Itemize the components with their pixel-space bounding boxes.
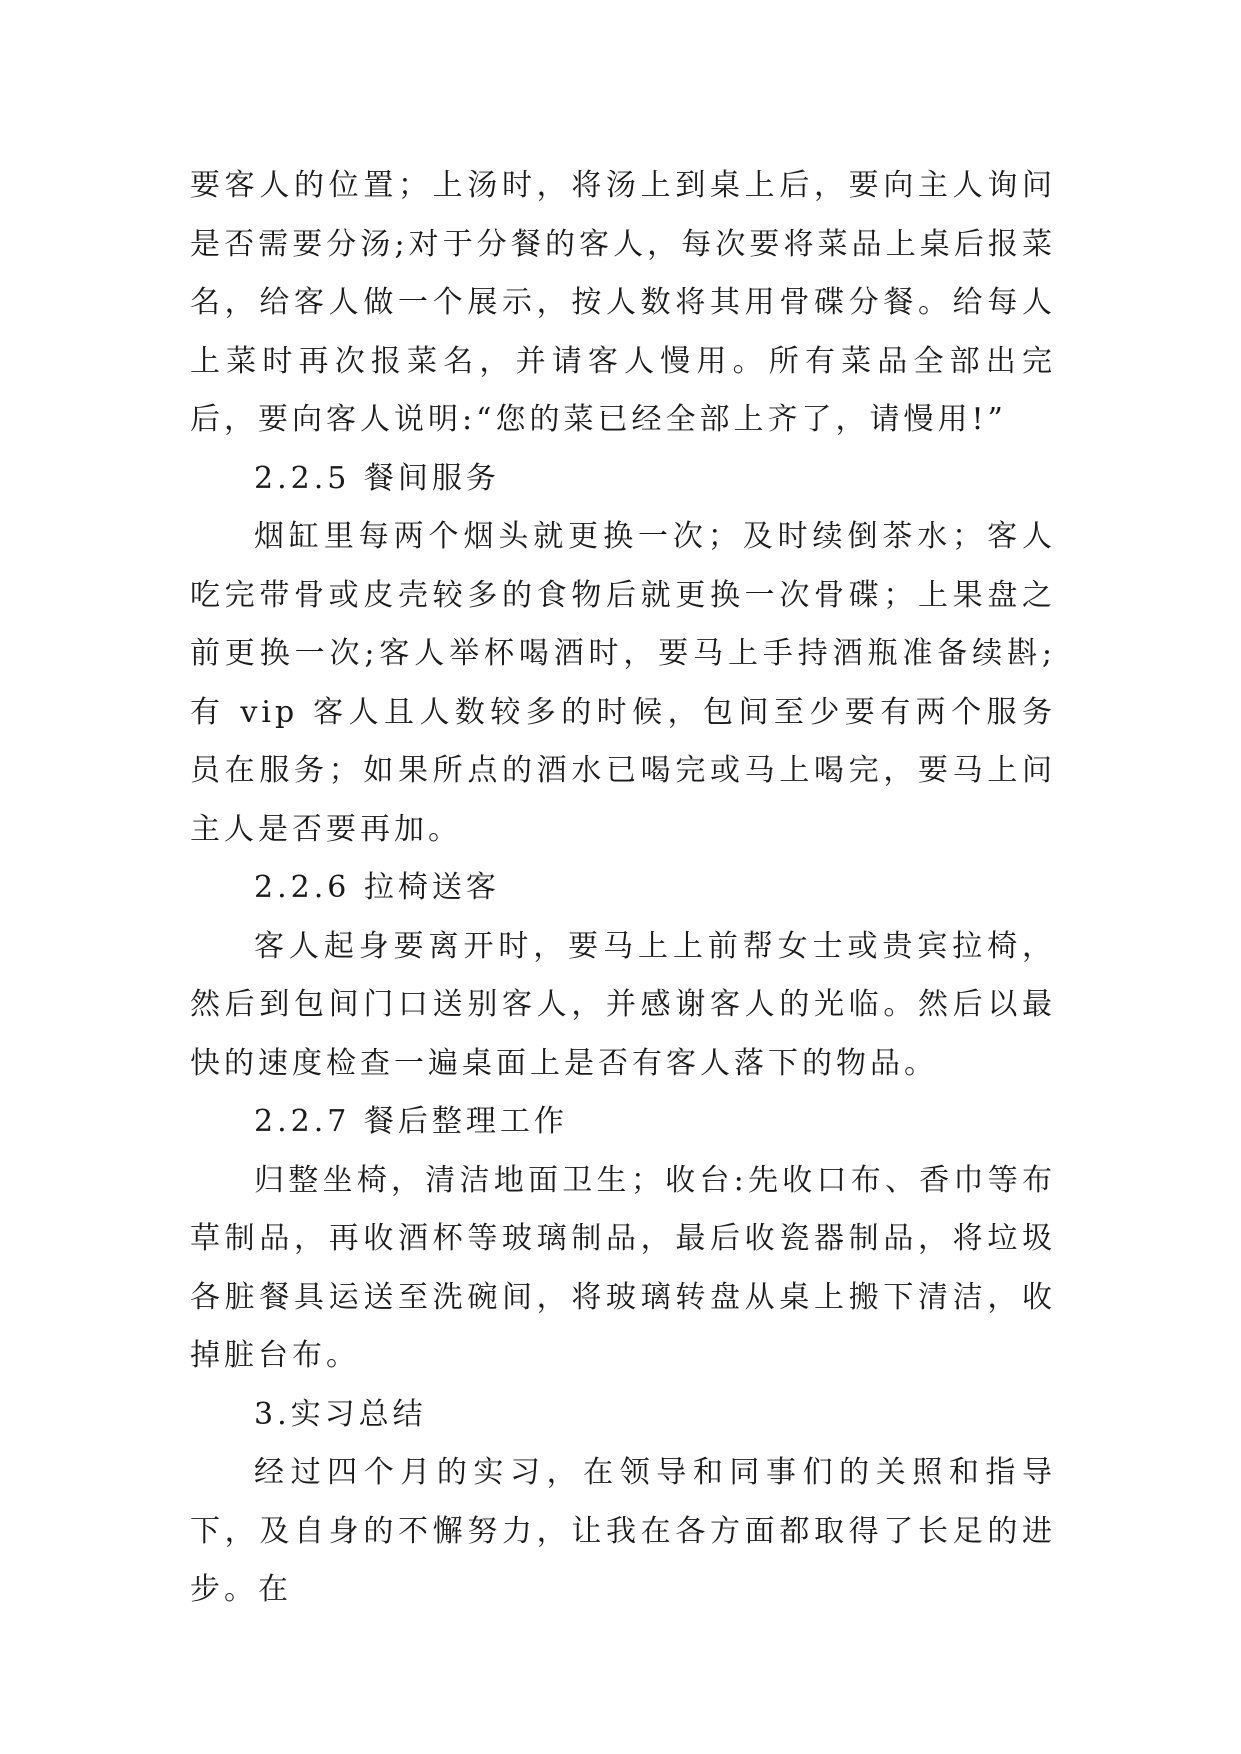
paragraph-seeing-guests-off: 客人起身要离开时，要马上上前帮女士或贵宾拉椅，然后到包间门口送别客人，并感谢客人的光临。然后以最快的速度检查一遍桌面上是否有客人落下的物品。 bbox=[190, 928, 1056, 1081]
paragraph-post-meal-cleanup: 归整坐椅，清洁地面卫生；收台:先收口布、香巾等布草制品，再收酒杯等玻璃制品，最后收瓷器制品，将垃圾各脏餐具运送至洗碗间，将玻璃转盘从桌上搬下清洁，收掉脏台布。 bbox=[190, 1162, 1056, 1373]
section-heading-2-2-7: 2.2.7 餐后整理工作 bbox=[254, 1104, 568, 1139]
paragraph-between-meal-service: 烟缸里每两个烟头就更换一次；及时续倒茶水；客人吃完带骨或皮壳较多的食物后就更换一次骨碟；上果盘之前更换一次;客人举杯喝酒时，要马上手持酒瓶准备续斟;有 vip 客人且人数较多的时候，包间至少要有两个服务员在服务；如果所点的酒水已喝完或马上喝完，要马上问主人是否要再加。 bbox=[190, 519, 1056, 847]
document-body bbox=[190, 157, 1056, 1620]
section-heading-3: 3.实习总结 bbox=[254, 1396, 427, 1432]
paragraph-internship-summary: 经过四个月的实习，在领导和同事们的关照和指导下，及自身的不懈努力，让我在各方面都取得了长足的进步。在 bbox=[190, 1455, 1056, 1607]
section-heading-2-2-5: 2.2.5 餐间服务 bbox=[254, 460, 500, 496]
section-heading-2-2-6: 2.2.6 拉椅送客 bbox=[254, 870, 500, 905]
paragraph-continued-serving: 要客人的位置；上汤时，将汤上到桌上后，要向主人询问是否需要分汤;对于分餐的客人，每次要将菜品上桌后报菜名，给客人做一个展示，按人数将其用骨碟分餐。给每人上菜时再次报菜名，并请客人慢用。所有菜品全部出完后，要向客人说明:“您的菜已经全部上齐了，请慢用!” bbox=[190, 168, 1056, 437]
